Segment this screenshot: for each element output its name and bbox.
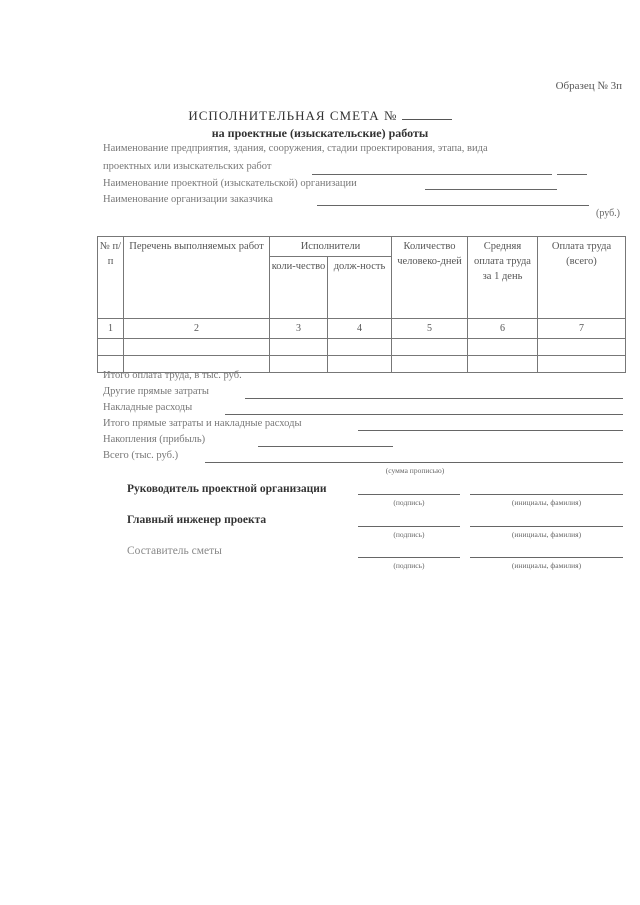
chief-engineer-signature-caption: (подпись) xyxy=(393,530,425,539)
col-number-1: 1 xyxy=(98,319,124,339)
grand-total-field[interactable] xyxy=(205,462,623,463)
table-number-row xyxy=(98,319,626,339)
currency-label: (руб.) xyxy=(596,208,620,219)
head-name-field[interactable] xyxy=(470,494,623,495)
object-field-extra[interactable] xyxy=(557,174,587,175)
estimate-number-field[interactable] xyxy=(402,108,452,120)
compiler-signature-label: Составитель сметы xyxy=(127,545,222,557)
chief-engineer-name-field[interactable] xyxy=(470,526,623,527)
document-title xyxy=(0,108,640,124)
head-signature-field[interactable] xyxy=(358,494,460,495)
profit-label: Накопления (прибыль) xyxy=(103,434,206,445)
chief-engineer-name-caption: (инициалы, фамилия) xyxy=(511,530,582,539)
document-subtitle: на проектные (изыскательские) работы xyxy=(211,126,429,140)
grand-total-label: Всего (тыс. руб.) xyxy=(103,450,179,461)
col-number-5: 5 xyxy=(392,319,468,339)
amount-in-words-caption: (сумма прописью) xyxy=(385,466,445,475)
overhead-label: Накладные расходы xyxy=(103,402,193,413)
head-signature-caption: (подпись) xyxy=(393,498,425,507)
compiler-name-field[interactable] xyxy=(470,557,623,558)
col-number-4: 4 xyxy=(328,319,392,339)
title-text: ИСПОЛНИТЕЛЬНАЯ СМЕТА № xyxy=(188,108,398,123)
object-label-line1: Наименование предприятия, здания, сооружения, стадии проектирования, этапа, вида xyxy=(103,143,488,154)
design-org-field[interactable] xyxy=(425,189,557,190)
customer-org-field[interactable] xyxy=(317,205,589,206)
estimate-table xyxy=(97,236,626,373)
head-signature-label: Руководитель проектной организации xyxy=(127,483,327,495)
other-direct-field[interactable] xyxy=(245,398,623,399)
other-direct-label: Другие прямые затраты xyxy=(103,386,209,397)
header-quantity: коли-чество xyxy=(270,257,328,319)
profit-field[interactable] xyxy=(258,446,393,447)
col-number-2: 2 xyxy=(124,319,270,339)
head-name-caption: (инициалы, фамилия) xyxy=(511,498,582,507)
compiler-signature-caption: (подпись) xyxy=(393,561,425,570)
design-org-label: Наименование проектной (изыскательской) организации xyxy=(103,178,357,189)
col-number-7: 7 xyxy=(538,319,626,339)
object-field[interactable] xyxy=(312,174,552,175)
overhead-field[interactable] xyxy=(225,414,623,415)
chief-engineer-signature-field[interactable] xyxy=(358,526,460,527)
chief-engineer-signature-label: Главный инженер проекта xyxy=(127,514,267,526)
header-mandays: Количество человеко-дней xyxy=(392,237,468,319)
sample-label: Образец № 3п xyxy=(555,80,622,92)
header-avg-pay: Средняя оплата труда за 1 день xyxy=(468,237,538,319)
header-work-list: Перечень выполняемых работ xyxy=(124,237,270,319)
table-row[interactable] xyxy=(98,339,626,356)
direct-overhead-total-field[interactable] xyxy=(358,430,623,431)
header-total-pay: Оплата труда (всего) xyxy=(538,237,626,319)
col-number-6: 6 xyxy=(468,319,538,339)
header-position: долж-ность xyxy=(328,257,392,319)
header-executors: Исполнители xyxy=(270,237,392,257)
compiler-name-caption: (инициалы, фамилия) xyxy=(511,561,582,570)
table-header-row xyxy=(98,237,626,257)
compiler-signature-field[interactable] xyxy=(358,557,460,558)
col-number-3: 3 xyxy=(270,319,328,339)
direct-overhead-total-label: Итого прямые затраты и накладные расходы xyxy=(103,418,302,429)
object-label-line2: проектных или изыскательских работ xyxy=(103,161,272,172)
labor-total-label: Итого оплата труда, в тыс. руб. xyxy=(103,370,242,381)
header-no: № п/п xyxy=(98,237,124,319)
customer-org-label: Наименование организации заказчика xyxy=(103,194,273,205)
